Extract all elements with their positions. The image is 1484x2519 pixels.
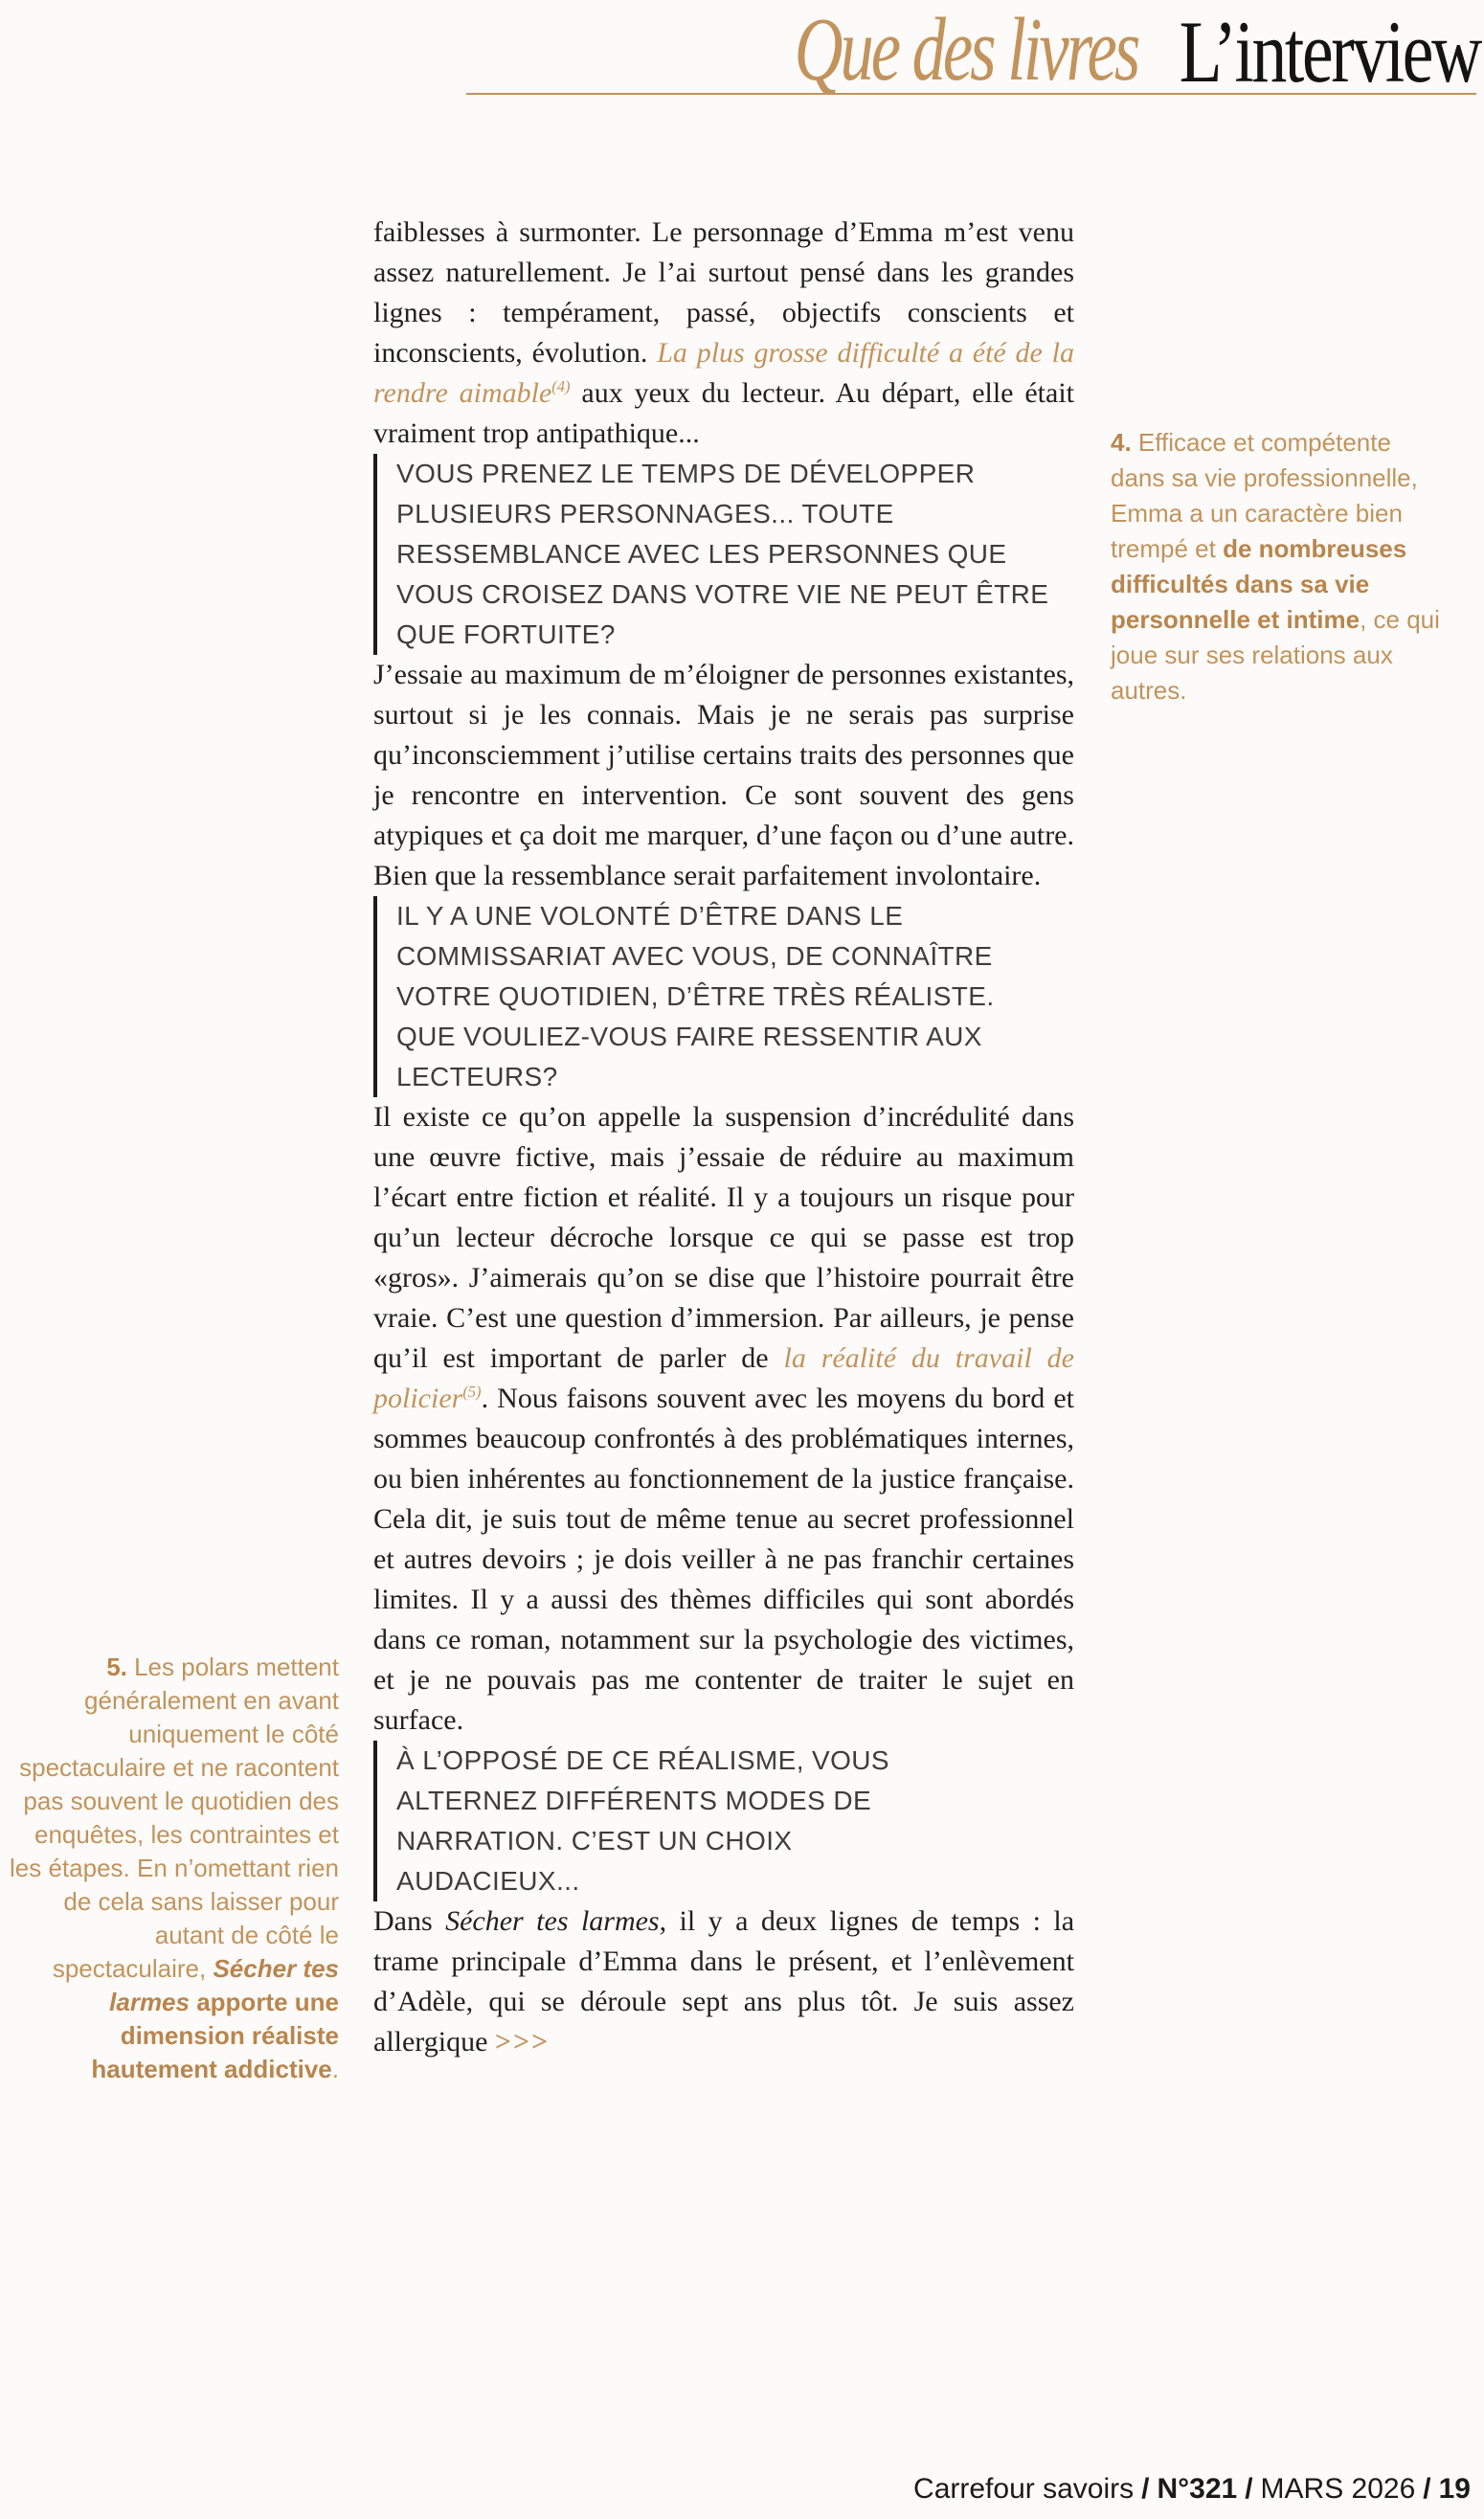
note-bold-text: de nombreuses difficultés dans sa vie personnelle et intime	[1111, 534, 1407, 634]
note-number: 4.	[1111, 428, 1132, 457]
continuation-marker: >>>	[494, 2026, 551, 2058]
question-text: À L’OPPOSÉ DE CE RÉALISME, VOUS ALTERNEZ DIFFÉRENTS MODES DE NARRATION. C’EST UN CHOIX AUDACIEUX...	[396, 1745, 890, 1896]
paragraph-text: Il existe ce qu’on appelle la suspension d’incrédulité dans une œuvre fictive, mais j’essaie de réduire au maximum l’écart entre fiction et réalité. Il y a toujours un risque pour qu’un lecteur décroche lorsque ce qui se passe est trop «gros». J’aimerais qu’on se dise que l’histoire pourrait être vraie. C’est une question d’immersion. Par ailleurs, je pense qu’il est important de parler de	[373, 1101, 1074, 1374]
footer-separator: /	[1245, 2473, 1253, 2505]
paragraph-text: . Nous faisons souvent avec les moyens du bord et sommes beaucoup confrontés à des problématiques internes, ou bien inhérentes au fonctionnement de la justice française. Cela dit, je suis tout de même tenue au secret professionnel et autres devoirs ; je dois veiller à ne pas franchir certaines limites. Il y a aussi des thèmes difficiles qui sont abordés dans ce roman, notamment sur la psychologie des victimes, et je ne pouvais pas me contenter de traiter le sujet en surface.	[373, 1383, 1074, 1736]
interview-answer-3	[373, 1901, 1074, 2062]
note-text: Efficace et compétente dans sa vie professionnelle, Emma a un caractère bien trempé et	[1111, 428, 1418, 563]
interview-question-2	[373, 896, 1019, 1097]
footer-separator: /	[1423, 2473, 1431, 2505]
paragraph-text: J’essaie au maximum de m’éloigner de personnes existantes, surtout si je les connais. Mais je ne serais pas surprise qu’inconsciemment j’utilise certains traits des personnes que je rencontre en intervention. Ce sont souvent des gens atypiques et ça doit me marquer, d’une façon ou d’une autre. Bien que la ressemblance serait parfaitement involontaire.	[373, 659, 1074, 891]
paragraph-text: aux yeux du lecteur. Au départ, elle était vraiment trop antipathique...	[373, 377, 1075, 449]
paragraph-continuation	[373, 213, 1074, 454]
paragraph-text: Dans	[373, 1905, 446, 1937]
margin-note-5	[6, 1651, 339, 2086]
footer-separator: /	[1141, 2473, 1150, 2505]
highlight-italic-phrase: la réalité du travail de policier	[373, 1342, 1074, 1414]
interview-question-1	[373, 454, 1057, 655]
highlight-italic-phrase: La plus grosse difficulté a été de la rendre aimable	[373, 337, 1074, 409]
footnote-ref-5: (5)	[462, 1383, 482, 1401]
section-title: L’interview	[1179, 3, 1480, 101]
note-text: , ce qui joue sur ses relations aux autres.	[1111, 605, 1440, 705]
question-text: IL Y A UNE VOLONTÉ D’ÊTRE DANS LE COMMISSARIAT AVEC VOUS, DE CONNAÎTRE VOTRE QUOTIDIEN, D’ÊTRE TRÈS RÉALISTE. QUE VOULIEZ-VOUS FAIRE RESSENTIR AUX LECTEURS?	[396, 901, 995, 1091]
issue-number: N°321	[1157, 2473, 1238, 2505]
page-number: 19	[1438, 2473, 1471, 2505]
margin-note-4	[1111, 425, 1451, 708]
magazine-rubric-title: Que des livres	[794, 0, 1137, 100]
paragraph-text: , il y a deux lignes de temps : la trame principale d’Emma dans le présent, et l’enlèvement d’Adèle, qui se déroule sept ans plus tôt. Je suis assez allergique	[373, 1905, 1075, 2058]
question-text: VOUS PRENEZ LE TEMPS DE DÉVELOPPER PLUSIEURS PERSONNAGES... TOUTE RESSEMBLANCE AVEC LES PERSONNES QUE VOUS CROISEZ DANS VOTRE VIE NE PEUT ÊTRE QUE FORTUITE?	[396, 459, 1049, 649]
note-number: 5.	[106, 1653, 127, 1681]
magazine-name: Carrefour savoirs	[913, 2473, 1135, 2505]
paragraph-text: faiblesses à surmonter. Le personnage d’Emma m’est venu assez naturellement. Je l’ai surtout pensé dans les grandes lignes : tempérament, passé, objectifs conscients et inconscients, évolution.	[373, 216, 1074, 369]
footnote-ref-4: (4)	[551, 377, 571, 395]
interview-question-3	[373, 1741, 933, 1901]
article-body	[373, 213, 1074, 2062]
book-title: Sécher tes larmes	[445, 1905, 660, 1937]
interview-answer-1	[373, 655, 1074, 896]
note-bold-text: apporte une dimension réaliste hautement addictive	[91, 1988, 339, 2083]
interview-answer-2	[373, 1097, 1074, 1741]
note-text: Les polars mettent généralement en avant uniquement le côté spectaculaire et ne racontent pas souvent le quotidien des enquêtes, les contraintes et les étapes. En n’omettant rien de cela sans laisser pour autant de côté le spectaculaire,	[10, 1653, 339, 1983]
note-text: .	[331, 2055, 339, 2083]
page-footer	[913, 2472, 1471, 2507]
note-book-title: Sécher tes larmes	[109, 1954, 339, 2016]
issue-date: MARS 2026	[1260, 2473, 1416, 2505]
